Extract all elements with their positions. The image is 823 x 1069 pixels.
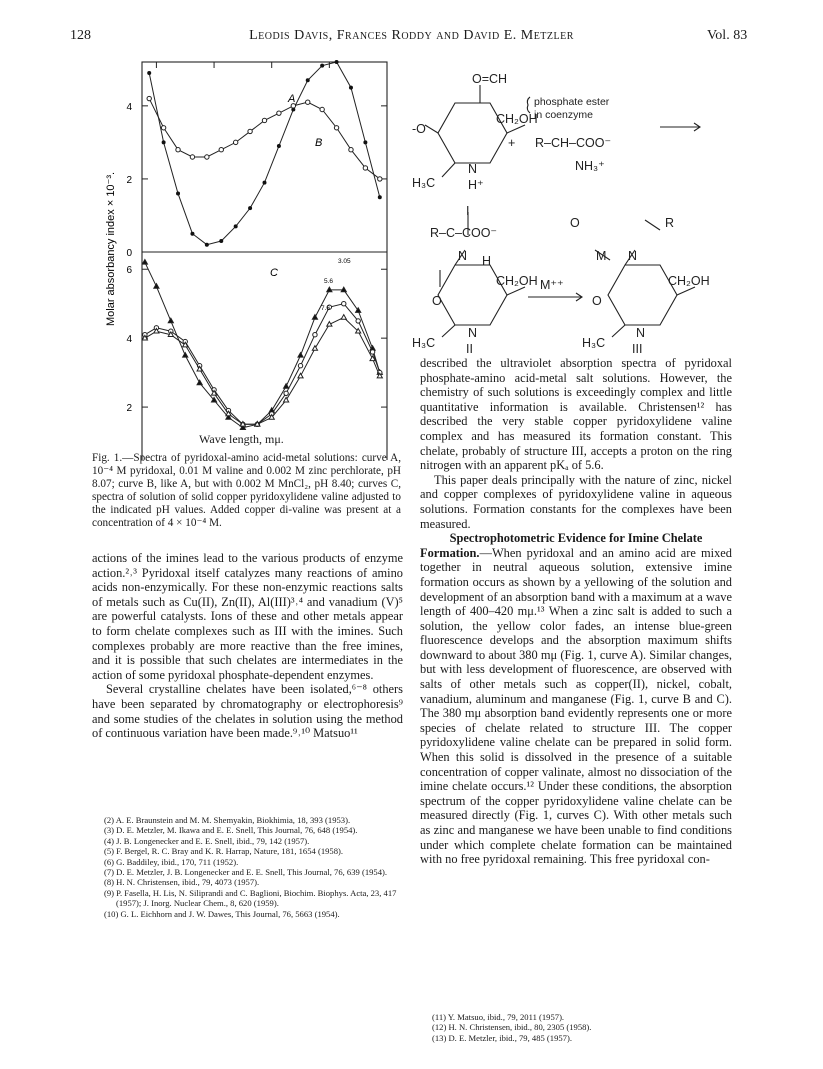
data-point xyxy=(190,232,194,236)
data-point xyxy=(335,60,339,64)
data-point xyxy=(142,260,147,265)
series-line xyxy=(145,262,380,427)
volume-label: Vol. 83 xyxy=(707,28,748,43)
data-point xyxy=(349,86,353,90)
data-point xyxy=(190,155,194,159)
ring-nitrogen: N xyxy=(468,162,478,176)
data-point xyxy=(205,155,209,159)
data-point xyxy=(262,118,266,122)
data-point xyxy=(147,96,151,100)
data-point xyxy=(341,315,346,320)
ammonium-label: NH₃⁺ xyxy=(575,159,605,173)
aldehyde-label: O=CH xyxy=(472,72,508,86)
ph-label-56: 5.6 xyxy=(324,278,334,285)
data-point xyxy=(341,287,346,292)
reference: (5) F. Bergel, R. C. Bray and K. R. Harrap, Nature, 181, 1654 (1958). xyxy=(104,846,344,857)
reference: (6) G. Baddiley, ibid., 170, 711 (1952). xyxy=(104,856,239,867)
coenzyme-label: in coenzyme xyxy=(534,109,593,121)
ring-nitrogen-iii: N xyxy=(636,326,646,340)
reference: (8) H. N. Christensen, ibid., 79, 4073 (1957). xyxy=(104,877,260,888)
curve-label-a: A xyxy=(288,93,296,105)
figure-caption: Fig. 1.—Spectra of pyridoxal-amino acid-metal solutions: curve A, 10⁻⁴ M pyridoxal, 0.01 M valine and 0.002 M zinc perchlorate, pH 8.07; curve B, like A, but with 0.002 M MnCl₂, pH 8.40; curves C, spectra of solution of solid copper pyridoxylidene valine adjusted to the indicated pH values. Added copper di-valine was present at a concentration of 4 × 10⁻⁴ M. xyxy=(92,452,401,529)
data-point xyxy=(147,71,151,75)
data-point xyxy=(183,353,188,358)
proton-label: H⁺ xyxy=(468,178,484,192)
data-point xyxy=(219,239,223,243)
data-point xyxy=(277,111,281,115)
data-point xyxy=(306,78,310,82)
reference: (11) Y. Matsuo, ibid., 79, 2011 (1957). xyxy=(432,1012,565,1022)
structure-label-ii: II xyxy=(466,342,473,355)
x-axis-label: Wave length, mμ. xyxy=(199,432,284,446)
data-point xyxy=(233,140,237,144)
data-point xyxy=(363,140,367,144)
ch2oh-label-iii: CH₂OH xyxy=(668,274,710,288)
data-point xyxy=(306,100,310,104)
data-point xyxy=(312,315,317,320)
ch2oh-label: CH₂OH xyxy=(496,112,538,126)
data-point xyxy=(284,384,289,389)
left-references xyxy=(104,815,401,919)
data-point xyxy=(168,318,173,323)
series-line xyxy=(145,317,380,424)
paragraph: actions of the imines lead to the various products of enzyme action.²˒³ Pyridoxal itself catalyzes many reactions of amino acids non-enzymically. For these non-enzymic reactions salts of metals such as Cu(II), Zn(II), Al(III)³˒⁴ and vanadium (V)⁵ are powerful catalysts. Ions of these and other metals appear to form chelate complexes such as III with the imines. Such complexes probably are more reactive than the free imines, and it is possible that such chelates are intermediates in the action of some pyridoxal phosphate-dependent enzymes. xyxy=(92,551,403,682)
data-point xyxy=(356,319,360,323)
page-number: 128 xyxy=(70,28,91,43)
data-point xyxy=(327,287,332,292)
ring-nitrogen-ii: N xyxy=(468,326,478,340)
data-point xyxy=(313,333,317,337)
data-point xyxy=(349,147,353,151)
data-point xyxy=(363,166,367,170)
reference: (9) P. Fasella, H. Lis, N. Siliprandi and C. Baglioni, Biochim. Biophys. Acta, 23, 417 (1957); J. Inorg. Nuclear Chem., 8, 620 (1959). xyxy=(104,887,397,909)
reference: (12) H. N. Christensen, ibid., 80, 2305 (1958). xyxy=(432,1022,592,1033)
chelate-oxygen: O xyxy=(570,216,580,230)
data-point xyxy=(334,126,338,130)
data-point xyxy=(370,350,374,354)
imine-acid-label: R–C–COO⁻ xyxy=(430,226,498,240)
curve-label-c: C xyxy=(270,267,278,279)
data-point xyxy=(298,353,303,358)
data-point xyxy=(205,243,209,247)
structure-label-iii: III xyxy=(632,342,643,355)
y-tick-label: 4 xyxy=(126,101,132,113)
y-tick-label: 2 xyxy=(126,174,132,186)
data-point xyxy=(176,147,180,151)
paragraph: described the ultraviolet absorption spectra of pyridoxal phosphate-amino acid-metal salt solutions. However, the chemistry of such solutions is exceedingly complex and little quantitative information is available. Christensen¹² has described the very stable copper pyridoxylidene valine complex and has measured its formation constant. This chelate, probably of structure III, accepts a proton on the ring nitrogen with an apparent pKₐ of 5.6. xyxy=(420,356,732,473)
series-line xyxy=(145,304,380,425)
data-point xyxy=(327,322,332,327)
reference: (3) D. E. Metzler, M. Ikawa and E. E. Snell, This Journal, 76, 648 (1954). xyxy=(104,825,358,836)
methyl-label: H₃C xyxy=(412,176,436,190)
ch2oh-label-ii: CH₂OH xyxy=(496,274,538,288)
data-point xyxy=(320,64,324,68)
phenol-oxygen: O xyxy=(432,294,442,308)
series-line xyxy=(149,99,380,179)
section-heading-lead: Formation. xyxy=(420,545,480,560)
amino-acid-label: R–CH–COO⁻ xyxy=(535,136,612,150)
imine-hydrogen: H xyxy=(482,254,492,268)
reference: (7) D. E. Metzler, J. B. Longenecker and E. E. Snell, This Journal, 76, 639 (1954). xyxy=(104,867,388,878)
data-point xyxy=(320,107,324,111)
y-tick-label: 4 xyxy=(126,334,132,346)
left-column-body xyxy=(92,551,403,741)
metal-ion-label: M⁺⁺ xyxy=(540,278,564,292)
data-point xyxy=(378,177,382,181)
data-point xyxy=(248,129,252,133)
reference: (10) G. L. Eichhorn and J. W. Dawes, This Journal, 76, 5663 (1954). xyxy=(104,908,340,919)
right-column-body xyxy=(420,356,732,867)
data-point xyxy=(162,140,166,144)
paragraph: —When pyridoxal and an amino acid are mixed together in neutral aqueous solution, extensive imine formation occurs as shown by a yellowing of the solution and development of an absorption band with a maximum at a wave length of 400–420 mμ.¹³ When a zinc salt is added to such a solution, the yellow color fades, an intense blue-green fluorescence develops and the absorption maximum shifts downward to about 380 mμ (Fig. 1, curve A). Similar changes, but with less development of fluorescence, are observed with salts of other metals such as copper(II), nickel, cobalt, vanadium, aluminum and manganese (Fig. 1, curve B and C). The 380 mμ absorption band evidently represents one or more species of chelate related to structure III. The copper pyridoxylidene valine chelate can be prepared in solid form. When this solid is dissolved in the presence of a suitable concentration of copper valinate, almost no dissociation of the imine chelate occurs.¹² Under these conditions, the absorption spectrum of the copper pyridoxylidene valine chelate can be measured directly (Fig. 1, curves C). With other metals such as zinc and manganese we have been unable to find conditions under which complete chelate formation can be maintained with no free pyridoxal remaining. This free pyridoxal con- xyxy=(420,545,732,867)
y-tick-label: 2 xyxy=(126,403,132,415)
y-axis-label: Molar absorbancy index × 10⁻³. xyxy=(105,171,117,326)
curve-label-b: B xyxy=(315,137,323,149)
chelate-r-group: R xyxy=(665,216,675,230)
phosphate-label: phosphate ester xyxy=(534,96,610,108)
data-point xyxy=(219,147,223,151)
plus-sign: + xyxy=(508,136,516,150)
imine-nitrogen: N xyxy=(458,249,468,263)
paragraph: This paper deals principally with the nature of zinc, nickel and copper complexes of pyridoxylidene valine in aqueous solutions. Formation constants for the complexes have been measured. xyxy=(420,472,732,531)
running-head-authors: Leodis Davis, Frances Roddy and David E. Metzler xyxy=(249,28,574,43)
section-heading: Spectrophotometric Evidence for Imine Chelate xyxy=(449,531,703,546)
data-point xyxy=(342,301,346,305)
reference: (2) A. E. Braunstein and M. M. Shemyakin, Biokhimia, 18, 393 (1953). xyxy=(104,815,351,825)
chelate-nitrogen: N xyxy=(628,249,638,263)
data-point xyxy=(197,380,202,385)
right-references xyxy=(432,1012,732,1043)
figure-1-chart xyxy=(100,50,400,460)
ph-label-305: 3.05 xyxy=(338,258,351,265)
metal-label: M xyxy=(596,249,607,263)
data-point xyxy=(234,224,238,228)
ph-label-76: 7.6 xyxy=(321,305,331,312)
phenolate-label: -O xyxy=(412,122,426,136)
data-point xyxy=(263,181,267,185)
y-tick-label: 0 xyxy=(126,248,132,259)
reference: (4) J. B. Longenecker and E. E. Snell, ibid., 79, 142 (1957). xyxy=(104,835,310,846)
data-point xyxy=(154,284,159,289)
reference: (13) D. E. Metzler, ibid., 79, 485 (1957). xyxy=(432,1032,572,1043)
data-point xyxy=(298,364,302,368)
reaction-scheme xyxy=(410,55,740,355)
data-point xyxy=(298,373,303,378)
data-point xyxy=(277,144,281,148)
structure-label-i: I xyxy=(466,204,470,218)
data-point xyxy=(161,126,165,130)
chelate-phenol-oxygen: O xyxy=(592,294,602,308)
data-point xyxy=(248,206,252,210)
methyl-label-iii: H₃C xyxy=(582,336,606,350)
series-line xyxy=(149,62,380,245)
data-point xyxy=(378,195,382,199)
data-point xyxy=(284,391,288,395)
methyl-label-ii: H₃C xyxy=(412,336,436,350)
data-point xyxy=(176,192,180,196)
y-tick-label: 6 xyxy=(126,265,132,277)
paragraph: Several crystalline chelates have been isolated,⁶⁻⁸ others have been separated by chromatography or electrophoresis⁹ and some studies of the chelates in solution using the method of continuous variation have been made.⁹˒¹⁰ Matsuo¹¹ xyxy=(92,682,403,741)
